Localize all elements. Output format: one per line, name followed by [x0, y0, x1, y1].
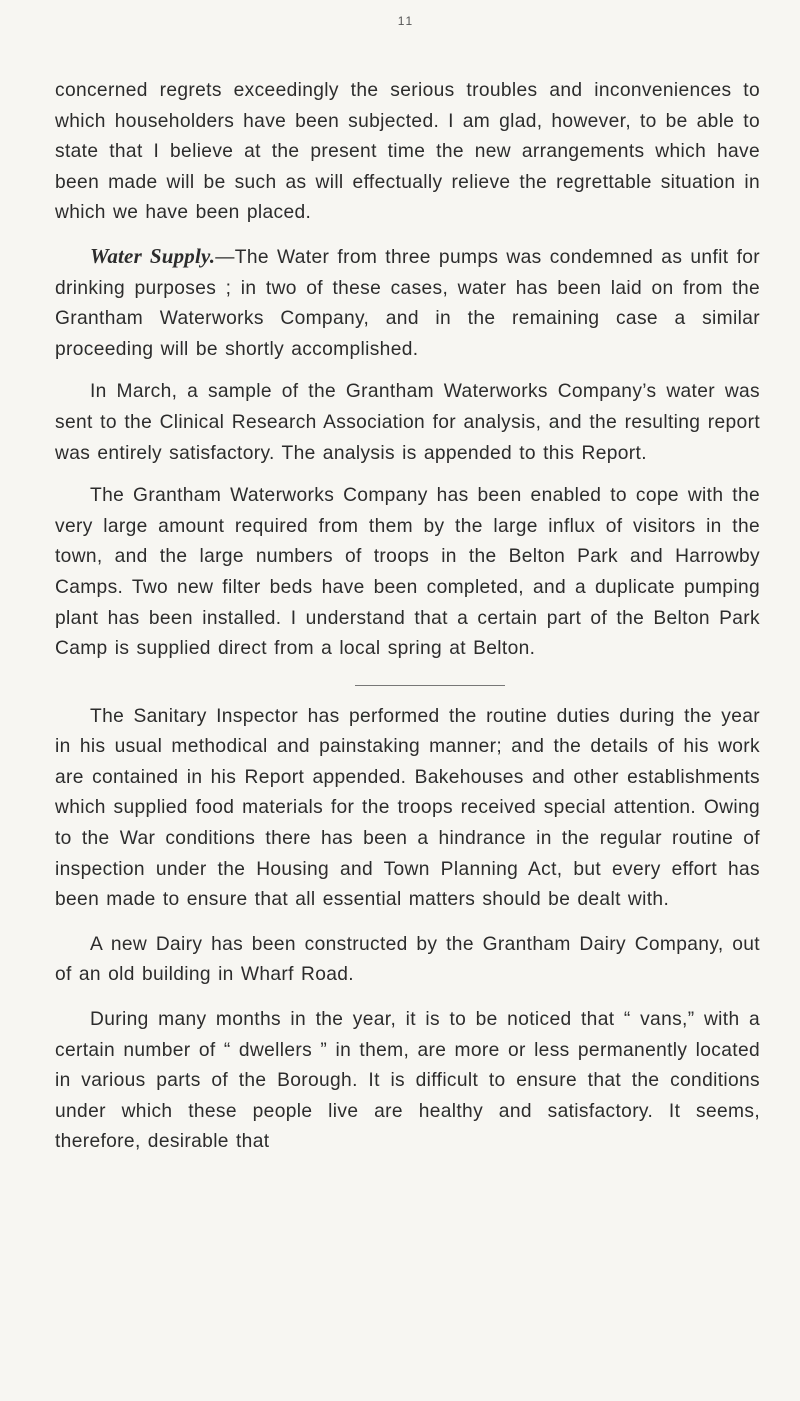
paragraph-continuation: concerned regrets exceedingly the serious troubles and inconveniences to which householders have been subjected. I am glad, however, to be able to state that I believe at the present time the new arrangements which have been made will be such as will effectually relieve the regrettable situation in which we have been placed. [55, 80, 760, 224]
water-supply-heading: Water Supply. [90, 243, 216, 268]
paragraph-sanitary-inspector: The Sanitary Inspector has performed the routine duties during the year in his usual methodical and painstaking manner; and the details of his work are contained in his Report appended. Bakehouses and other establishments which supplied food materials for the troops received special attention. Owing to the War conditions there has been a hindrance in the regular routine of inspection under the Housing and Town Planning Act, but every effort has been made to ensure that all essential matters should be dealt with. [55, 705, 760, 911]
paragraph-water-analysis: In March, a sample of the Grantham Waterworks Company’s water was sent to the Clinical Research Association for analysis, and the resulting report was entirely satisfactory. The analysis is appended to this Report. [55, 381, 760, 464]
section-divider [355, 685, 505, 686]
water-supply-text: —The Water from three pumps was condemned as unfit for drinking purposes ; in two of these cases, water has been laid on from the Grantham Waterworks Company, and in the remaining case a similar proceeding will be shortly accomplished. [55, 246, 761, 360]
paragraph-water-supply [55, 241, 760, 365]
paragraph-vans: During many months in the year, it is to be noticed that “ vans,” with a certain number of “ dwellers ” in them, are more or less permanently located in various parts of the Borough. It is difficult to ensure that the conditions under which these people live are healthy and satisfactory. It seems, therefore, desirable that [55, 1009, 760, 1153]
paragraph-waterworks-capacity: The Grantham Waterworks Company has been enabled to cope with the very large amount required from them by the large influx of visitors in the town, and the large numbers of troops in the Belton Park and Harrowby Camps. Two new filter beds have been completed, and a duplicate pumping plant has been installed. I understand that a certain part of the Belton Park Camp is supplied direct from a local spring at Belton. [55, 485, 760, 660]
page-number: 11 [397, 14, 415, 28]
paragraph-new-dairy: A new Dairy has been constructed by the Grantham Dairy Company, out of an old building in Wharf Road. [55, 933, 760, 986]
text-body [55, 76, 760, 1158]
